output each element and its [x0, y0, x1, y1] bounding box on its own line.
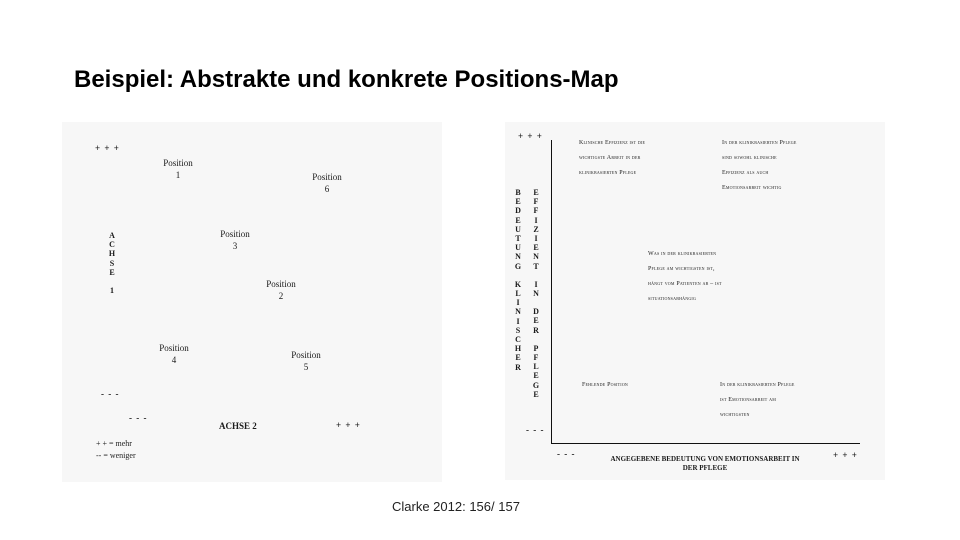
- right-y-letter: [531, 271, 541, 280]
- right-y-letter: S: [515, 325, 521, 335]
- right-y-letter: P: [533, 343, 539, 353]
- left-y-axis-label: [107, 231, 117, 295]
- box-line: Effizienz als auch: [722, 170, 769, 176]
- right-x-axis-label: [590, 455, 820, 473]
- box-line: Was in der klinikbasierten: [648, 251, 717, 257]
- right-y-letter: Z: [533, 224, 539, 234]
- right-y-letter: E: [515, 197, 521, 207]
- right-y-letter: T: [515, 234, 521, 244]
- position-number: 5: [303, 362, 309, 372]
- box-line: sind sowohl klinische: [722, 155, 777, 161]
- left-position-2: [261, 278, 301, 302]
- box-center: [648, 247, 722, 307]
- right-y-letter: [531, 335, 541, 344]
- right-y-letter: N: [533, 252, 539, 262]
- left-y-letter: [107, 277, 117, 286]
- right-y-letter: K: [514, 279, 522, 289]
- right-y-letter: G: [532, 380, 540, 390]
- box-line: hängt vom Patienten ab – ist: [648, 281, 722, 287]
- position-number: 6: [324, 184, 330, 194]
- box-line: Klinische Effizienz ist die: [579, 140, 646, 146]
- position-label: Position: [159, 343, 189, 353]
- left-y-letter: S: [109, 258, 115, 268]
- box-line: klinikbasierten Pflege: [579, 170, 637, 176]
- position-label: Position: [312, 172, 342, 182]
- right-y-letter: N: [515, 252, 521, 262]
- right-y-letter: E: [533, 316, 539, 326]
- legend-less: -- = weniger: [96, 451, 136, 460]
- right-y-letter: B: [515, 188, 521, 197]
- right-y-letter: R: [533, 325, 539, 335]
- left-y-letter: 1: [110, 286, 114, 296]
- position-number: 3: [232, 241, 238, 251]
- right-y-letter: [513, 271, 523, 280]
- right-y-letter: [531, 298, 541, 307]
- source-caption: Clarke 2012: 156/ 157: [392, 499, 520, 514]
- box-line: situationsabhängig: [648, 296, 697, 302]
- box-line: In der klinikbasierten Pflege: [720, 382, 795, 388]
- right-y-letter: U: [515, 224, 521, 234]
- box-top-right: [722, 136, 797, 196]
- box-line: ist Emotionsarbeit am: [720, 397, 776, 403]
- position-number: 2: [278, 291, 284, 301]
- right-y-top-label: + + +: [518, 131, 543, 141]
- left-position-5: [286, 349, 326, 373]
- right-y-letter: I: [534, 279, 538, 289]
- right-y-letter: E: [533, 188, 539, 197]
- right-y-letter: I: [534, 215, 538, 225]
- right-x-axis: [551, 443, 860, 444]
- left-y-letter: H: [108, 249, 116, 259]
- right-y-letter: E: [533, 243, 539, 253]
- left-x-left-label: - - -: [129, 413, 148, 423]
- right-x-axis-label-line2: DER PFLEGE: [682, 464, 728, 472]
- left-y-top-label: + + +: [95, 143, 120, 153]
- legend-more: + + = mehr: [96, 439, 132, 448]
- right-y-axis-label-col2: [531, 188, 541, 399]
- left-position-1: [158, 157, 198, 181]
- box-line: Emotionsarbeit wichtig: [722, 185, 782, 191]
- position-label: Position: [266, 279, 296, 289]
- right-y-bottom-label: - - -: [526, 425, 545, 435]
- right-y-letter: H: [514, 344, 522, 354]
- left-x-axis-label: ACHSE 2: [219, 421, 257, 431]
- right-y-letter: R: [515, 362, 521, 372]
- right-y-letter: F: [533, 206, 539, 216]
- position-label: Position: [163, 158, 193, 168]
- right-y-letter: E: [515, 353, 521, 363]
- box-line: Pflege am wichtigsten ist,: [648, 266, 715, 272]
- right-y-letter: N: [515, 307, 521, 317]
- slide-title: Beispiel: Abstrakte und konkrete Positions-Map: [74, 66, 619, 93]
- left-position-4: [154, 342, 194, 366]
- right-y-letter: I: [534, 234, 538, 244]
- right-x-right-label: + + +: [833, 450, 858, 460]
- box-bottom-left: [582, 378, 628, 393]
- right-y-letter: G: [514, 261, 522, 271]
- left-y-letter: C: [109, 240, 115, 250]
- position-number: 1: [175, 170, 181, 180]
- box-top-left: [579, 136, 645, 181]
- right-y-letter: E: [533, 389, 539, 399]
- left-y-letter: E: [109, 267, 115, 277]
- right-y-axis: [551, 140, 552, 444]
- left-x-right-label: + + +: [336, 420, 361, 430]
- right-y-letter: F: [533, 353, 539, 363]
- position-label: Position: [220, 229, 250, 239]
- right-y-letter: D: [515, 206, 521, 216]
- left-y-letter: A: [109, 231, 115, 240]
- box-line: Fehlende Position: [582, 382, 629, 388]
- position-label: Position: [291, 350, 321, 360]
- box-line: wichtigste Arbeit in der: [579, 155, 641, 161]
- left-y-bottom-label: - - -: [101, 389, 120, 399]
- right-y-letter: L: [515, 289, 521, 299]
- box-line: In der klinikbasierten Pflege: [722, 140, 797, 146]
- right-y-letter: U: [515, 243, 521, 253]
- right-y-letter: I: [516, 316, 520, 326]
- right-y-letter: E: [515, 215, 521, 225]
- right-y-letter: C: [515, 335, 521, 345]
- right-x-left-label: - - -: [557, 449, 576, 459]
- left-position-3: [215, 228, 255, 252]
- left-position-6: [307, 171, 347, 195]
- right-y-axis-label-col1: [513, 188, 523, 372]
- right-y-letter: L: [533, 362, 539, 372]
- right-y-letter: T: [533, 261, 539, 271]
- right-y-letter: N: [533, 289, 539, 299]
- right-x-axis-label-line1: ANGEGEBENE BEDEUTUNG VON EMOTIONSARBEIT IN: [610, 455, 800, 463]
- right-y-letter: I: [516, 298, 520, 308]
- right-y-letter: E: [533, 371, 539, 381]
- box-line: wichtigsten: [720, 412, 750, 418]
- right-y-letter: F: [533, 197, 539, 207]
- box-bottom-right: [720, 378, 795, 423]
- position-number: 4: [171, 355, 177, 365]
- right-y-letter: D: [533, 307, 539, 317]
